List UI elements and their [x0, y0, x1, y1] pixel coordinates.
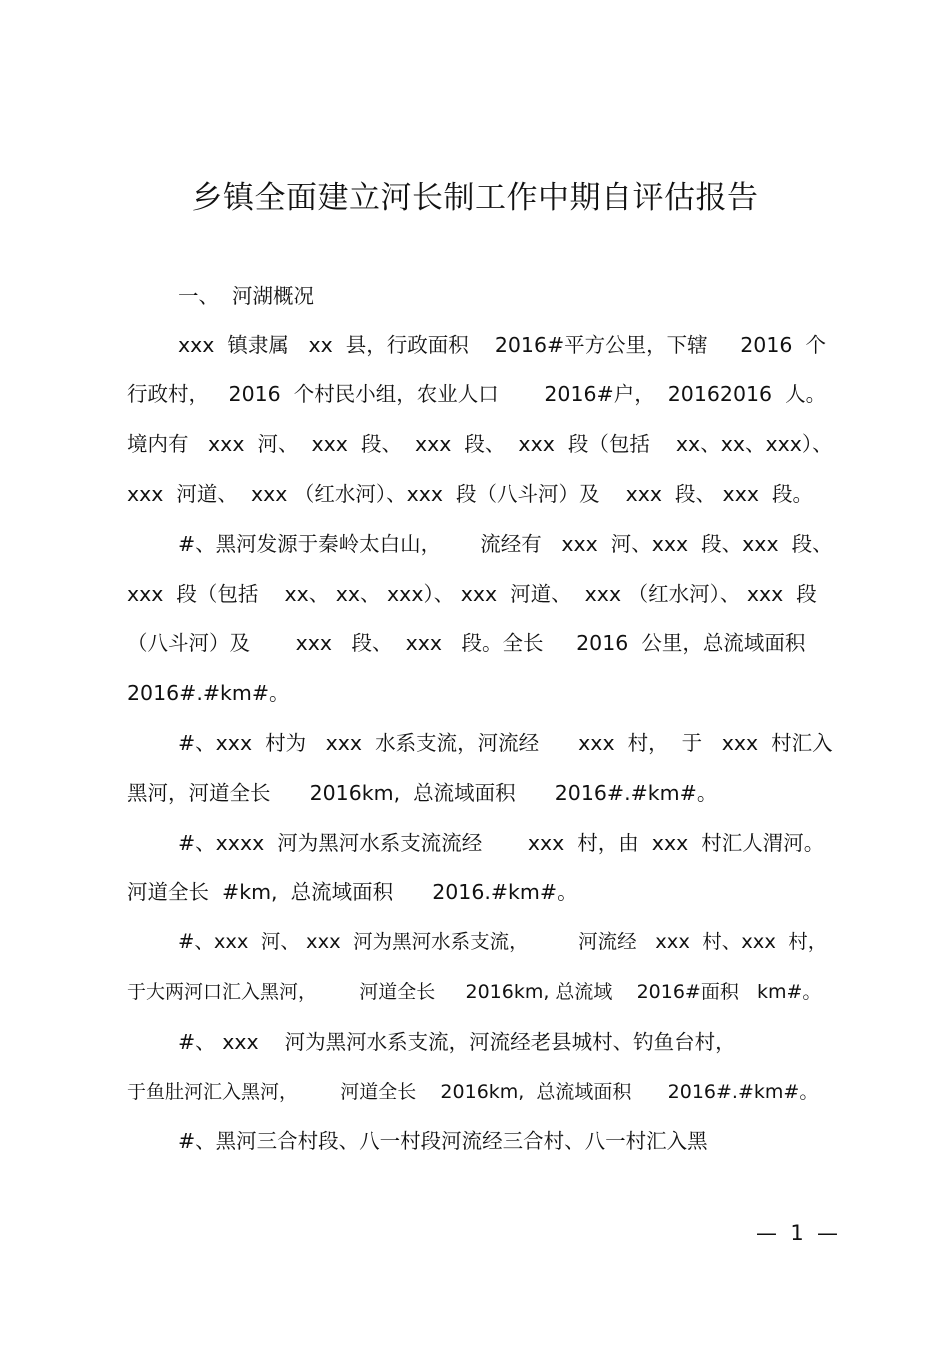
section-heading: 一、 河湖概况: [178, 284, 315, 308]
text-line: 于鱼肚河汇入黑河， 河道全长 2016km, 总流域面积 2016#.#km#。: [127, 1081, 819, 1103]
text-line: #、黑河发源于秦岭太白山， 流经有 xxx 河、xxx 段、xxx 段、: [178, 532, 833, 556]
text-line: 境内有 xxx 河、 xxx 段、 xxx 段、 xxx 段（包括 xx、xx、xxx）、: [127, 432, 833, 456]
text-line: 河道全长 #km, 总流域面积 2016.#km#。: [127, 880, 578, 904]
page-number: — 1 —: [756, 1221, 839, 1245]
text-line: 于大两河口汇入黑河， 河道全长 2016km, 总流域 2016#面积 km#。: [127, 981, 822, 1003]
text-line: #、黑河三合村段、八一村段河流经三合村、八一村汇入黑: [178, 1129, 708, 1153]
text-line: #、xxx 村为 xxx 水系支流，河流经 xxx 村， 于 xxx 村汇入: [178, 731, 833, 755]
document-title: 乡镇全面建立河长制工作中期自评估报告: [191, 180, 759, 216]
text-line: #、xxxx 河为黑河水系支流流经 xxx 村，由 xxx 村汇人渭河。: [178, 831, 825, 855]
text-line: 行政村， 2016 个村民小组，农业人口 2016#户， 20162016 人。: [127, 382, 827, 406]
text-line: （八斗河）及 xxx 段、 xxx 段。全长 2016 公里，总流域面积: [127, 631, 806, 655]
text-line: 2016#.#km#。: [127, 681, 290, 705]
text-line: 黑河，河道全长 2016km, 总流域面积 2016#.#km#。: [127, 781, 718, 805]
text-line: #、xxx 河、 xxx 河为黑河水系支流， 河流经 xxx 村、xxx 村，: [178, 930, 828, 953]
text-line: xxx 段（包括 xx、 xx、 xxx）、 xxx 河道、 xxx （红水河）、 xxx 段: [127, 582, 817, 606]
text-line: #、 xxx 河为黑河水系支流，河流经老县城村、钓鱼台村，: [178, 1030, 736, 1054]
text-line: xxx 镇隶属 xx 县，行政面积 2016#平方公里，下辖 2016 个: [178, 333, 826, 357]
text-line: xxx 河道、 xxx （红水河）、xxx 段（八斗河）及 xxx 段、 xxx 段。: [127, 482, 813, 506]
